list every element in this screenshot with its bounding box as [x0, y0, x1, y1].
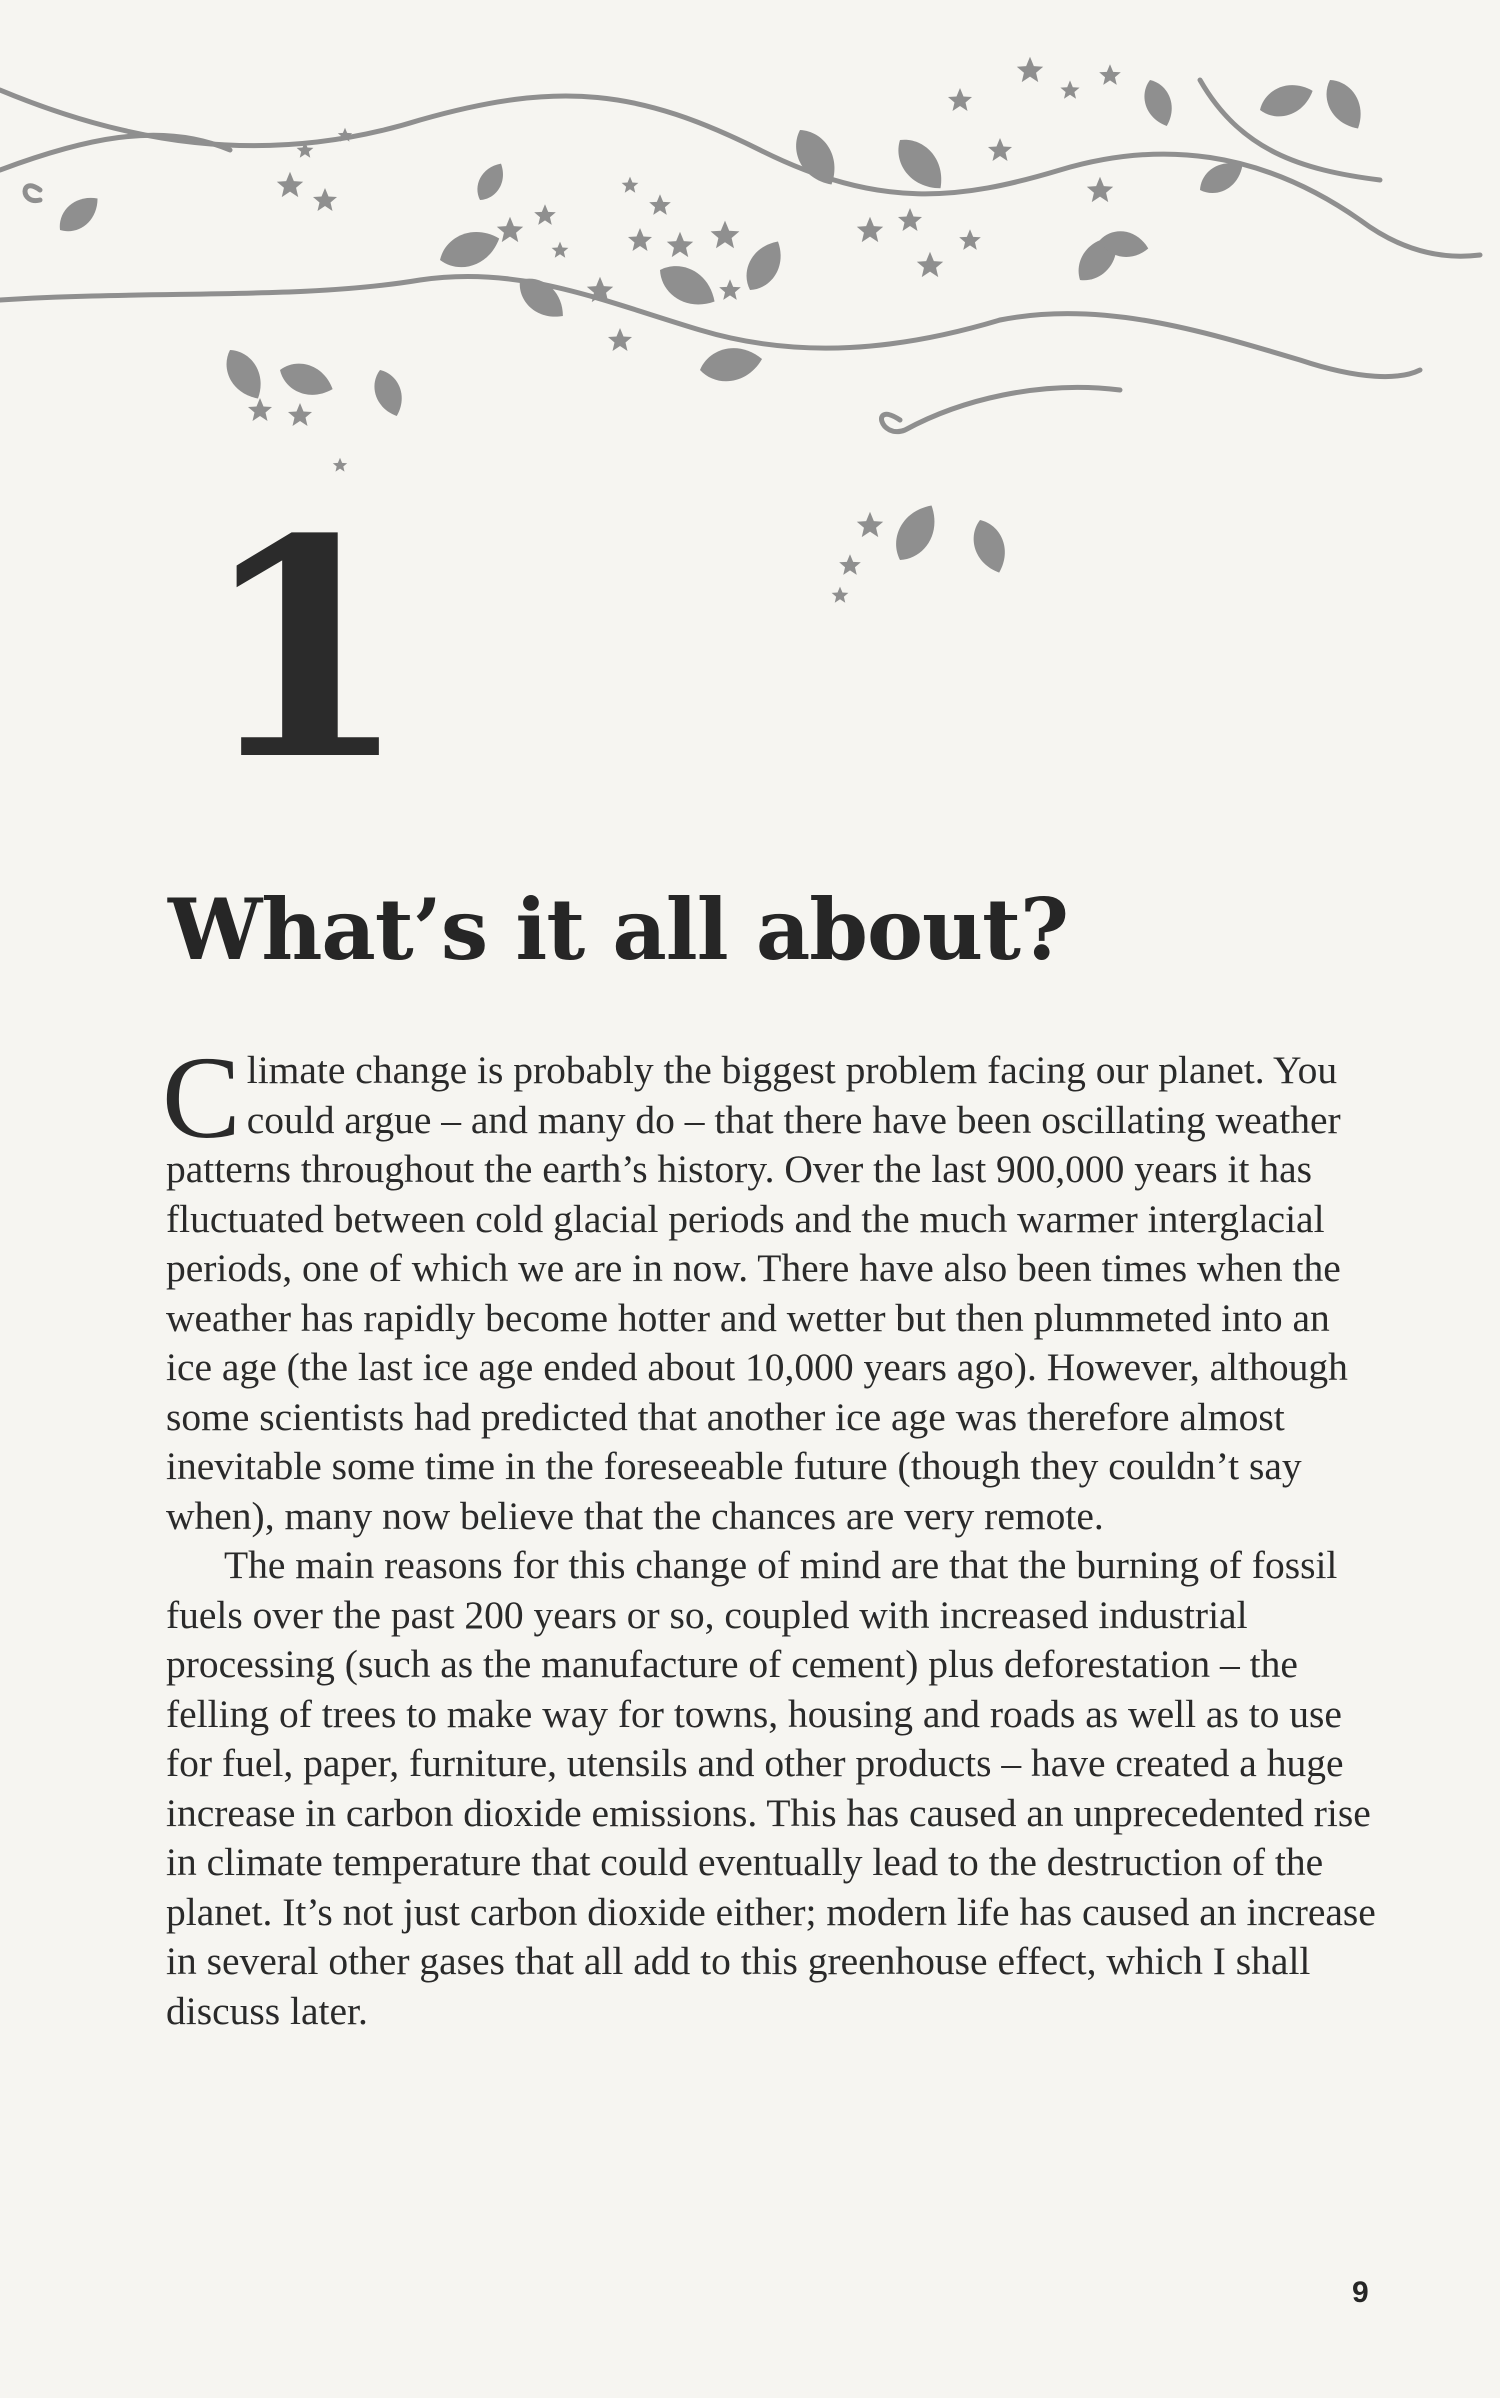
chapter-number: 1	[200, 473, 409, 826]
chapter-title: What’s it all about?	[168, 880, 1069, 979]
paragraph-1-text: limate change is probably the biggest problem facing our planet. You could argue – and many do – that there have been oscillating weather patterns throughout the earth’s history. Over the last 900,000 years it has fluctuated between cold glacial periods and the much warmer interglacial periods, one of which we are in now. There have also been times when the weather has rapidly become hotter and wetter but then plummeted into an ice age (the last ice age ended about 10,000 years ago). However, although some scientists had predicted that another ice age was therefore almost inevitable some time in the foreseeable future (though they couldn’t say when), many now believe that the chances are very remote.	[166, 1048, 1348, 1538]
page-number: 9	[1352, 2276, 1369, 2309]
paragraph-1	[162, 1032, 1378, 1541]
paragraph-2: The main reasons for this change of mind are that the burning of fossil fuels over the past 200 years or so, coupled with increased industrial processing (such as the manufacture of cement) plus deforestation – the felling of trees to make way for towns, housing and roads as well as to use for fuel, paper, furniture, utensils and other products – have created a huge increase in carbon dioxide emissions. This has caused an unprecedented rise in climate temperature that could eventually lead to the destruction of the planet. It’s not just carbon dioxide either; modern life has caused an increase in several other gases that all add to this greenhouse effect, which I shall discuss later.	[166, 1543, 1376, 2033]
drop-cap: C	[162, 1032, 241, 1163]
body-text	[162, 1032, 1378, 2036]
